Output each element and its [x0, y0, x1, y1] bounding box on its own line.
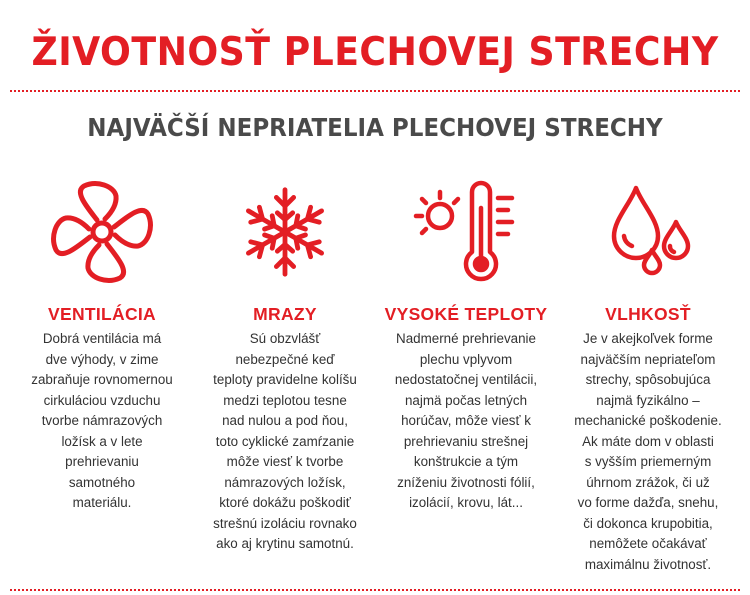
column-title: MRAZY — [253, 304, 317, 324]
column-description: Je v akejkoľvek forme najväčším nepriateľom strechy, spôsobujúca najmä fyzikálno – mechanické poškodenie. Ak máte dom v oblasti s vyšším priemerným úhrnom zrážok, či už vo forme dažďa, snehu, či dokonca krupobitia, nemôžete očakávať maximálnu životnosť. — [574, 331, 722, 572]
column-ventilation — [8, 178, 196, 514]
top-divider — [10, 90, 740, 92]
page-subtitle: NAJVÄČŠÍ NEPRIATELIA PLECHOVEJ STRECHY — [87, 113, 663, 142]
column-title: VYSOKÉ TEPLOTY — [384, 304, 548, 324]
column-high-temperatures — [372, 178, 560, 514]
column-title: VENTILÁCIA — [48, 304, 156, 324]
column-description: Dobrá ventilácia má dve výhody, v zime zabraňuje rovnomernou cirkuláciou vzduchu tvorbe námrazových ložísk a v lete prehrievaniu samotného materiálu. — [31, 331, 173, 510]
column-title: VLHKOSŤ — [605, 304, 691, 324]
column-frost — [191, 178, 379, 555]
bottom-divider — [10, 589, 740, 591]
water-drops-icon — [554, 178, 742, 286]
column-description: Nadmerné prehrievanie plechu vplyvom nedostatočnej ventilácii, najmä počas letných horúčav, môže viesť k prehrievaniu strešnej konštrukcie a tým zníženiu životnosti fólií, izolácií, krovu, lát... — [394, 331, 538, 510]
page-title: ŽIVOTNOSŤ PLECHOVEJ STRECHY — [31, 30, 719, 75]
column-humidity — [554, 178, 742, 575]
snowflake-icon — [191, 178, 379, 286]
fan-icon — [8, 178, 196, 286]
column-description: Sú obzvlášť nebezpečné keď teploty pravidelne kolíšu medzi teplotou tesne nad nulou a pod ňou, toto cyklické zamŕzanie môže viesť k tvorbe námrazových ložísk, ktoré dokážu poškodiť strešnú izoláciu rovnako ako aj krytinu samotnú. — [213, 331, 357, 551]
thermometer-sun-icon — [372, 178, 560, 286]
